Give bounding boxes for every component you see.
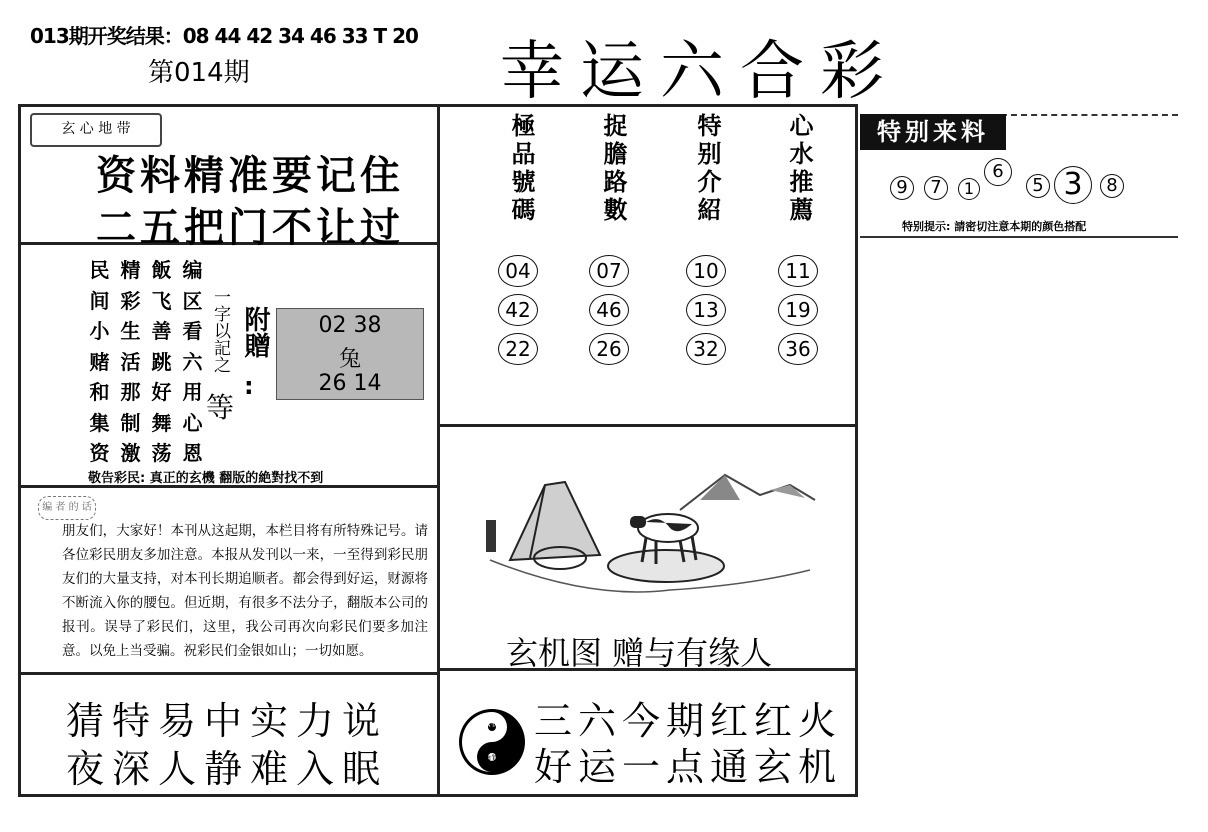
number-ball: 11 [778,255,818,287]
verse-char: 彩 [120,288,141,313]
issue-number: 第014期 [148,58,250,88]
verse-char: 编 [182,258,203,282]
page-title: 幸运六合彩 [500,35,900,109]
gift-row: 02 38 [318,313,382,338]
verse-char: 精 [120,258,141,282]
special-hint: 特别提示: 請密切注意本期的颜色搭配 [902,220,1087,233]
number-ball: 07 [589,255,629,287]
number-ball: 10 [686,255,726,287]
verse-char: 心 [182,410,203,435]
verse-char: 小 [89,319,110,343]
number-ball: 04 [498,255,538,287]
number-ball: 32 [686,333,726,365]
number-ball: 46 [589,294,629,326]
special-ball: 6 [984,158,1012,186]
section-tag: 玄 心 地 带 [30,113,162,147]
center-divider [437,104,440,797]
special-label: 特别来料 [860,114,1006,150]
poem-line-2: 好运一点通玄机 [534,745,843,789]
divider [18,672,438,675]
special-ball: 5 [1026,174,1050,198]
number-ball: 19 [778,294,818,326]
slogan-line-2: 二五把门不让过 [96,204,404,251]
bottom-line-2: 夜深人静难入眠 [66,747,389,791]
verse-char: 六 [182,349,203,374]
column-heading: 特别介紹 [693,113,722,225]
verse-char: 活 [120,349,141,374]
special-ball: 8 [1100,174,1124,198]
verse-char: 资 [89,441,110,465]
verse-char: 和 [89,380,110,404]
number-ball: 22 [498,333,538,365]
special-ball: 1 [958,178,980,200]
article-heading: 编 者 的 话 [38,496,96,520]
verse-char: 那 [120,380,141,404]
poem-line-1: 三六今期红红火 [534,699,843,743]
verse-char: 舞 [151,410,172,435]
riddle-illustration [470,440,830,620]
yin-yang-text: 神算 [482,755,501,765]
slogan-line-1: 资料精准要记住 [96,152,404,199]
verse-char: 飞 [151,288,172,313]
previous-result: 013期开奖结果：08 44 42 34 46 33 T 20 [30,24,418,48]
column-heading: 捉膽路數 [599,113,628,225]
number-ball: 42 [498,294,538,326]
number-ball: 26 [589,333,629,365]
special-ball: 7 [924,176,948,200]
verse-char: 飯 [151,258,172,282]
special-ball: 9 [890,176,914,200]
gift-numbers-box [276,308,424,400]
illustration-caption: 玄机图 赠与有缘人 [506,634,773,672]
verse-char: 赌 [89,349,110,374]
verse-char: 善 [151,319,172,343]
bottom-line-1: 猜特易中实力说 [66,699,389,743]
column-heading: 心水推薦 [785,113,814,225]
verse-char: 用 [182,380,203,404]
verse-char: 集 [89,410,110,435]
side-note-end: 等 [206,391,235,424]
verse-char: 荡 [151,441,172,465]
divider [437,424,858,427]
verse-char: 制 [120,410,141,435]
yin-yang-text: 玄机 [482,719,501,729]
verse-char: 生 [120,319,141,343]
number-ball: 36 [778,333,818,365]
editor-article: 朋友们，大家好！本刊从这起期，本栏目将有所特殊记号。请各位彩民朋友多加注意。本报从发刊以一来，一至得到彩民朋友们的大量支持，对本刊长期追顺者。都会得到好运，财源将不断流入你的腰包。但近期，有很多不法分子，翻版本公司的报刊。误导了彩民们，这里，我公司再次向彩民们要多加注意。以免上当受骗。祝彩民们金银如山；一切如愿。 [62,523,428,659]
gift-colon: : [244,372,254,400]
verse-char: 跳 [151,349,172,374]
verse-char: 间 [89,288,110,313]
number-ball: 13 [686,294,726,326]
verse-char: 看 [182,319,203,343]
verse-grid [84,254,208,468]
gift-row: 26 14 [318,371,382,396]
verse-char: 好 [151,380,172,404]
special-ball: 3 [1054,166,1092,204]
verse-char: 激 [120,441,141,465]
side-note: 一字以記之 [210,288,230,373]
verse-char: 区 [182,288,203,313]
verse-char: 恩 [182,441,203,465]
gift-label: 附贈 [240,306,270,358]
notice-text: 敬告彩民: 真正的玄機 翻版的絶對找不到 [88,471,324,486]
gift-zodiac: 兔 [338,347,361,372]
verse-char: 民 [89,258,110,282]
column-heading: 極品號碼 [507,113,536,225]
